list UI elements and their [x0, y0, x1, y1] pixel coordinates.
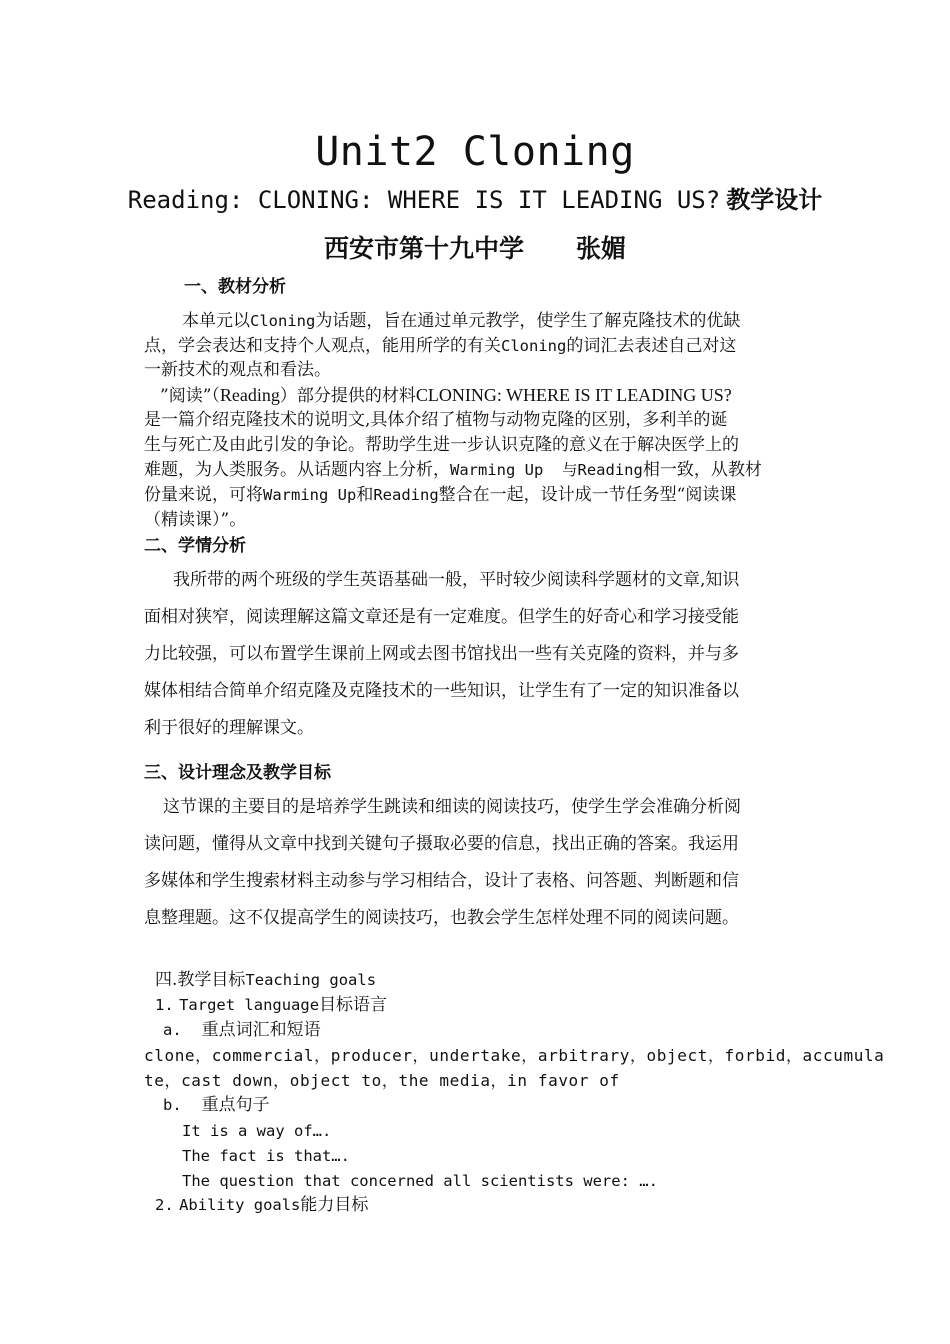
author-name: 张媚 — [576, 234, 627, 263]
section2-line: 力比较强，可以布置学生课前上网或去图书馆找出一些有关克隆的资料，并与多 — [144, 644, 739, 664]
text-run: 相一致，从教材 — [642, 460, 762, 480]
text-run: 一新技术的观点和看法。 — [144, 360, 331, 380]
sentence-text: The fact is that…. — [182, 1147, 350, 1165]
section1-line — [144, 334, 736, 359]
text-run: Reading — [373, 486, 439, 504]
text-run: Warming Up — [263, 486, 357, 504]
author-line — [0, 231, 950, 267]
key-sentence — [182, 1118, 331, 1144]
section1-line — [144, 458, 762, 483]
text-run: 的词汇去表述自己对这 — [566, 336, 737, 356]
section2-line: 利于很好的理解课文。 — [144, 718, 314, 738]
text-run: 与 — [543, 461, 578, 479]
text-run: 点，学会表达和支持个人观点，能用所学的有关 — [144, 336, 501, 356]
section2-line: 我所带的两个班级的学生英语基础一般，平时较少阅读科学题材的文章,知识 — [173, 570, 740, 590]
text-run: CLONING: WHERE IS IT LEADING US? — [415, 385, 732, 405]
text-run: 本单元以 — [182, 311, 250, 331]
text-run: Reading — [219, 385, 280, 405]
section2-heading: 二、学情分析 — [144, 536, 246, 556]
section2-line: 媒体相结合简单介绍克隆及克隆技术的一些知识，让学生有了一定的知识准备以 — [144, 681, 739, 701]
goal-item-cn: 目标语言 — [319, 995, 388, 1015]
text-run: Warming Up — [450, 461, 544, 479]
section1-heading: 一、教材分析 — [184, 277, 286, 297]
sub-item-sentences — [163, 1093, 270, 1118]
goal-item-en: Target language — [179, 996, 320, 1014]
goal-item-ability — [155, 1193, 368, 1218]
section3-line: 读问题，懂得从文章中找到关键句子摄取必要的信息，找出正确的答案。我运用 — [144, 834, 739, 854]
text-run: 和 — [356, 485, 374, 505]
list-number: 2. — [155, 1196, 174, 1214]
section3-heading: 三、设计理念及教学目标 — [144, 763, 331, 783]
section2-line: 面相对狭窄，阅读理解这篇文章还是有一定难度。但学生的好奇心和学习接受能 — [144, 607, 739, 627]
subtitle-chinese: 教学设计 — [726, 186, 823, 214]
vocab-list: te，cast down，object to，the media，in favor of — [144, 1071, 620, 1090]
text-run: ）部分提供的材料 — [279, 386, 416, 406]
text-run: Reading — [577, 461, 643, 479]
section1-line: 是一篇介绍克隆技术的说明文,具体介绍了植物与动物克隆的区别，多利羊的诞 — [144, 410, 728, 430]
sub-text: 重点句子 — [201, 1095, 270, 1115]
section4-heading — [155, 968, 376, 993]
sub-item-vocabulary — [163, 1018, 321, 1043]
section4-heading-cn: 四.教学目标 — [155, 970, 246, 990]
section3-line: 这节课的主要目的是培养学生跳读和细读的阅读技巧，使学生学会准确分析阅 — [163, 797, 741, 817]
subtitle-english: Reading: CLONING: WHERE IS IT LEADING US? — [127, 186, 721, 214]
text-run: Cloning — [501, 337, 567, 355]
document-subtitle — [0, 183, 950, 218]
school-name: 西安市第十九中学 — [323, 234, 524, 263]
key-sentence — [182, 1143, 350, 1169]
document-title: Unit2 Cloning — [315, 129, 635, 175]
sub-text: 重点词汇和短语 — [201, 1020, 321, 1040]
sentence-text: It is a way of…. — [182, 1122, 332, 1140]
section1-line — [182, 309, 740, 334]
section1-line: （精读课）”。 — [144, 510, 247, 530]
section1-line — [144, 358, 331, 383]
text-run: 难题，为人类服务。从话题内容上分析， — [144, 460, 450, 480]
sentence-text: The question that concerned all scientists were: …. — [182, 1172, 658, 1190]
text-run: Cloning — [250, 312, 316, 330]
section4-heading-en: Teaching goals — [245, 971, 377, 989]
section3-line: 息整理题。这不仅提高学生的阅读技巧，也教会学生怎样处理不同的阅读问题。 — [144, 908, 739, 928]
text-run: 为话题，旨在通过单元教学，使学生了解克隆技术的优缺 — [315, 311, 741, 331]
section1-line: 生与死亡及由此引发的争论。帮助学生进一步认识克隆的意义在于解决医学上的 — [144, 435, 739, 455]
goal-item-cn: 能力目标 — [300, 1195, 369, 1215]
section1-line — [160, 383, 732, 409]
goal-item-target-language — [155, 993, 387, 1018]
sub-label: b. — [163, 1096, 182, 1114]
text-run: 份量来说，可将 — [144, 485, 263, 505]
section1-line — [144, 483, 736, 508]
goal-item-en: Ability goals — [179, 1196, 301, 1214]
text-run: ”阅读”（ — [160, 386, 220, 406]
sub-label: a. — [163, 1021, 182, 1039]
vocab-list: clone，commercial，producer，undertake，arbitrary，object，forbid，accumula — [144, 1046, 885, 1065]
text-run: 整合在一起，设计成一节任务型“阅读课 — [438, 485, 737, 505]
list-number: 1. — [155, 996, 174, 1014]
key-sentence — [182, 1168, 658, 1194]
section3-line: 多媒体和学生搜索材料主动参与学习相结合，设计了表格、问答题、判断题和信 — [144, 871, 739, 891]
